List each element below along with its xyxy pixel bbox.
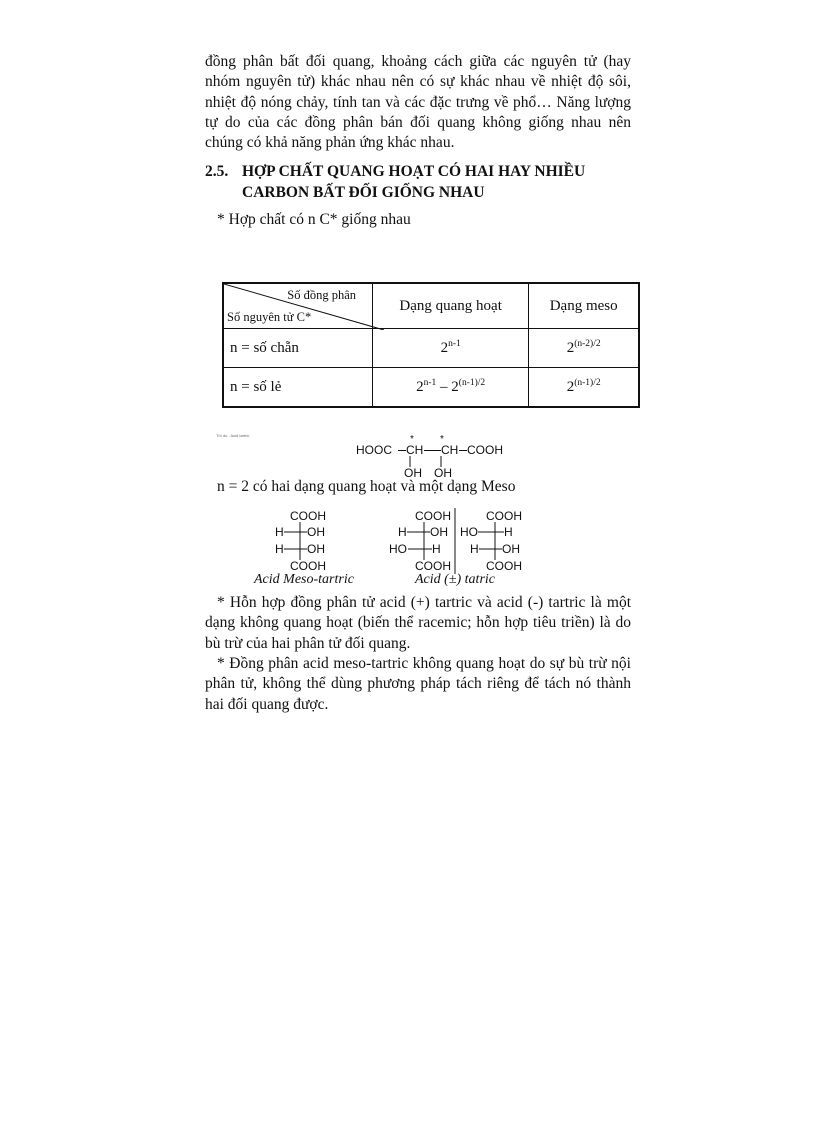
header-c-atom-count: Số nguyên tử C*	[227, 310, 312, 324]
intro-paragraph: đồng phân bất đối quang, khoảng cách giữa các nguyên tử (hay nhóm nguyên tử) khác nhau nên có sự khác nhau về nhiệt độ sôi, nhiệt độ nóng chảy, tính tan và các đặc trưng về phổ… Năng lượng tự do của các đồng phân bán đối quang không giống nhau nên chúng có khả năng phản ứng khác nhau.	[205, 53, 631, 152]
enantiomer-a-oh: OH	[430, 525, 448, 539]
formula-hooc: HOOC	[356, 443, 392, 457]
enantiomer-b-h: H	[504, 525, 513, 539]
section-title-line2: CARBON BẤT ĐỐI GIỐNG NHAU	[242, 183, 485, 201]
racemic-mixture-paragraph: * Hỗn hợp đồng phân tử acid (+) tartric và acid (-) tartric là một dạng không quang hoạt (biến thể racemic; hỗn hợp tiêu triền) là do bù trừ của hai phân tử đối quang.	[205, 594, 631, 652]
enantiomer-a-ho: HO	[389, 542, 407, 556]
enantiomer-b-cooh-bottom: COOH	[486, 559, 522, 573]
chiral-star-2: *	[440, 434, 444, 445]
section-number: 2.5.	[205, 163, 229, 180]
enantiomer-b-ho: HO	[460, 525, 478, 539]
formula-ch-2: CH	[441, 443, 459, 457]
row-odd-meso: $2^{(n-1)/2}$	[529, 368, 639, 408]
meso-h-1: H	[275, 525, 284, 539]
section-title-line1: HỢP CHẤT QUANG HOẠT CÓ HAI HAY NHIỀU	[242, 163, 586, 180]
row-even-active: 2$^{n-1}$	[373, 329, 529, 368]
row-even-label: n = số chẵn	[223, 329, 373, 368]
header-isomer-count: Số đồng phân	[287, 288, 356, 302]
formula-oh-1: OH	[404, 466, 422, 480]
row-even-meso: $2^{(n-2)/2}$	[529, 329, 639, 368]
meso-paragraph: * Đồng phân acid meso-tartric không quang hoạt do sự bù trừ nội phân tử, không thể dùng phương pháp tách riêng để tách nó thành hai đối quang được.	[205, 655, 631, 713]
chiral-star-1: *	[410, 434, 414, 445]
meso-cooh-bottom: COOH	[290, 559, 326, 573]
example-tiny-label: Thí dụ : Acid tartric	[216, 433, 250, 438]
n2-forms-line: n = 2 có hai dạng quang hoạt và một dạng Meso	[217, 478, 516, 495]
header-active-form: Dạng quang hoạt	[373, 283, 529, 329]
row-odd-label: n = số lẻ	[223, 368, 373, 408]
enantiomer-b-cooh-top: COOH	[486, 509, 522, 523]
meso-oh-1: OH	[307, 525, 325, 539]
bullet-compound-n-c: * Hợp chất có n C* giống nhau	[217, 211, 411, 228]
enantiomer-b-oh: OH	[502, 542, 520, 556]
enantiomer-a-cooh-bottom: COOH	[415, 559, 451, 573]
enantiomer-a-h: H	[398, 525, 407, 539]
enantiomer-a-cooh-top: COOH	[415, 509, 451, 523]
formula-ch-1: CH	[406, 443, 424, 457]
caption-meso-tartaric: Acid Meso-tartric	[254, 572, 354, 587]
caption-racemic-tartaric: Acid (±) tatric	[415, 572, 495, 587]
formula-cooh: COOH	[467, 443, 503, 457]
formula-oh-2: OH	[434, 466, 452, 480]
header-meso-form: Dạng meso	[529, 283, 639, 329]
meso-h-2: H	[275, 542, 284, 556]
enantiomer-a-h-2: H	[432, 542, 441, 556]
meso-cooh-top: COOH	[290, 509, 326, 523]
enantiomer-b-h-2: H	[470, 542, 479, 556]
row-odd-active: $2^{n-1} - 2^{(n-1)/2}$	[373, 368, 529, 408]
meso-oh-2: OH	[307, 542, 325, 556]
